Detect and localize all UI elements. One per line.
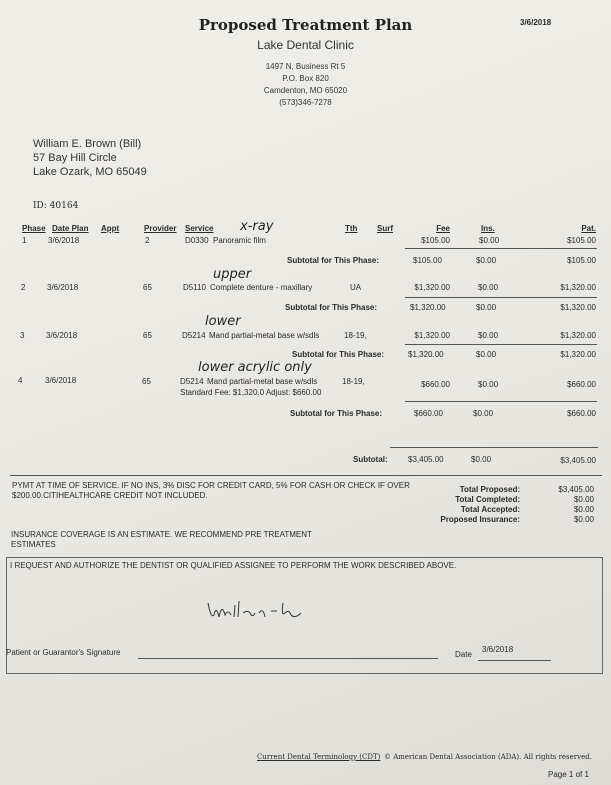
col-fee: Fee bbox=[436, 224, 450, 233]
subtotal-rule bbox=[405, 401, 597, 402]
ins-value: $0.00 bbox=[478, 380, 499, 389]
subtotal-ins: $0.00 bbox=[476, 256, 497, 265]
col-appt: Appt bbox=[101, 224, 120, 233]
subtotal-fee: $105.00 bbox=[413, 256, 442, 265]
service-description: Mand partial-metal base w/sdls bbox=[207, 377, 318, 386]
patient-signature bbox=[205, 595, 305, 625]
fee-value: $1,320.00 bbox=[414, 283, 450, 292]
phase-number: 1 bbox=[22, 236, 27, 245]
subtotal-phase-label: Subtotal for This Phase: bbox=[285, 303, 378, 312]
phase-provider: 65 bbox=[143, 283, 152, 292]
handwritten-note: lower acrylic only bbox=[198, 360, 312, 375]
col-surf: Surf bbox=[377, 224, 393, 233]
subtotal-phase-label: Subtotal for This Phase: bbox=[292, 350, 385, 359]
insurance-note-line: ESTIMATES bbox=[11, 540, 56, 549]
subtotal-fee: $1,320.00 bbox=[410, 303, 446, 312]
date-line bbox=[478, 660, 551, 661]
subtotal-ins: $0.00 bbox=[476, 350, 497, 359]
phase-date: 3/6/2018 bbox=[48, 236, 80, 245]
col-tth: Tth bbox=[345, 224, 358, 233]
section-divider bbox=[10, 475, 602, 476]
subtotal-phase-label: Subtotal for This Phase: bbox=[290, 409, 383, 418]
total-value: $0.00 bbox=[573, 495, 594, 504]
service-code: D5110 bbox=[183, 283, 206, 292]
fee-value: $660.00 bbox=[421, 380, 450, 389]
tooth-value: 18-19, bbox=[342, 377, 365, 386]
pat-value: $1,320.00 bbox=[560, 331, 596, 340]
col-pat: Pat. bbox=[581, 224, 596, 233]
patient-city: Lake Ozark, MO 65049 bbox=[33, 166, 147, 178]
total-label: Total Accepted: bbox=[460, 505, 520, 514]
service-code: D5214 bbox=[182, 331, 206, 340]
patient-id: ID: 40164 bbox=[33, 201, 79, 211]
pat-value: $105.00 bbox=[567, 236, 596, 245]
clinic-address-line: 1497 N, Business Rt 5 bbox=[265, 62, 346, 71]
phase-number: 3 bbox=[20, 331, 25, 340]
patient-name: William E. Brown (Bill) bbox=[33, 138, 142, 150]
grand-subtotal-pat: $3,405.00 bbox=[560, 456, 596, 465]
ins-value: $0.00 bbox=[478, 283, 499, 292]
subtotal-pat: $1,320.00 bbox=[560, 303, 596, 312]
signature-date-value: 3/6/2018 bbox=[482, 645, 514, 654]
grand-subtotal-label: Subtotal: bbox=[353, 455, 388, 464]
subtotal-fee: $1,320.00 bbox=[408, 350, 444, 359]
subtotal-rule bbox=[405, 297, 597, 298]
total-value: $3,405.00 bbox=[558, 485, 594, 494]
pat-value: $660.00 bbox=[567, 380, 596, 389]
phase-number: 2 bbox=[21, 283, 26, 292]
subtotal-fee: $660.00 bbox=[414, 409, 443, 418]
grand-subtotal-fee: $3,405.00 bbox=[408, 455, 444, 464]
fee-value: $1,320.00 bbox=[414, 331, 450, 340]
total-value: $0.00 bbox=[573, 515, 594, 524]
clinic-phone: (573)346-7278 bbox=[279, 98, 332, 107]
fee-adjustment-note: Standard Fee: $1,320.0 Adjust: $660.00 bbox=[180, 388, 322, 397]
clinic-name: Lake Dental Clinic bbox=[257, 38, 354, 52]
subtotal-ins: $0.00 bbox=[476, 303, 497, 312]
subtotal-pat: $1,320.00 bbox=[560, 350, 596, 359]
phase-date: 3/6/2018 bbox=[46, 331, 78, 340]
col-service: Service bbox=[185, 224, 214, 233]
col-date-plan: Date Plan bbox=[52, 224, 89, 233]
insurance-note-line: INSURANCE COVERAGE IS AN ESTIMATE. WE RECOMMEND PRE TREATMENT bbox=[11, 530, 312, 539]
subtotal-ins: $0.00 bbox=[473, 409, 494, 418]
subtotal-pat: $105.00 bbox=[567, 256, 596, 265]
ins-value: $0.00 bbox=[479, 236, 500, 245]
service-code: D0330 bbox=[185, 236, 209, 245]
clinic-address-line: Camdenton, MO 65020 bbox=[263, 86, 348, 95]
fee-value: $105.00 bbox=[421, 236, 450, 245]
signature-label: Patient or Guarantor's Signature bbox=[6, 648, 121, 657]
cdt-reference: Current Dental Terminology (CDT) bbox=[257, 753, 381, 761]
phase-provider: 65 bbox=[143, 331, 152, 340]
phase-date: 3/6/2018 bbox=[47, 283, 79, 292]
signature-line bbox=[138, 658, 438, 659]
col-provider: Provider bbox=[144, 224, 177, 233]
col-phase: Phase bbox=[22, 224, 46, 233]
phase-number: 4 bbox=[18, 376, 23, 385]
grand-subtotal-ins: $0.00 bbox=[471, 455, 492, 464]
total-label: Total Proposed: bbox=[459, 485, 520, 494]
page-number: Page 1 of 1 bbox=[548, 770, 589, 779]
payment-terms: PYMT AT TIME OF SERVICE. IF NO INS, 3% DISC FOR CREDIT CARD, 5% FOR CASH OR CHECK IF OVER $200.00.CITIHEALTHCARE CREDIT NOT INCLUDED. bbox=[12, 481, 410, 500]
service-description: Panoramic film bbox=[213, 236, 266, 245]
handwritten-note: x-ray bbox=[240, 219, 274, 234]
subtotal-phase-label: Subtotal for This Phase: bbox=[287, 256, 380, 265]
grand-subtotal-rule bbox=[390, 447, 598, 448]
subtotal-rule bbox=[405, 344, 597, 345]
document-title: Proposed Treatment Plan bbox=[198, 16, 413, 34]
phase-date: 3/6/2018 bbox=[45, 376, 77, 385]
subtotal-pat: $660.00 bbox=[567, 409, 596, 418]
col-ins: Ins. bbox=[481, 224, 495, 233]
pat-value: $1,320.00 bbox=[560, 283, 596, 292]
authorization-statement: I REQUEST AND AUTHORIZE THE DENTIST OR QUALIFIED ASSIGNEE TO PERFORM THE WORK DESCRIBED ABOVE. bbox=[10, 561, 457, 570]
ada-copyright: © American Dental Association (ADA). All rights reserved. bbox=[384, 753, 592, 761]
handwritten-note: upper bbox=[213, 267, 252, 282]
signature-date-label: Date bbox=[455, 650, 472, 659]
subtotal-rule bbox=[405, 248, 597, 249]
tooth-value: UA bbox=[350, 283, 362, 292]
clinic-address-line: P.O. Box 820 bbox=[282, 74, 329, 83]
patient-street: 57 Bay Hill Circle bbox=[33, 152, 117, 164]
document-date: 3/6/2018 bbox=[520, 18, 552, 27]
total-label: Total Completed: bbox=[455, 495, 520, 504]
total-value: $0.00 bbox=[573, 505, 594, 514]
tooth-value: 18-19, bbox=[344, 331, 367, 340]
handwritten-note: lower bbox=[205, 314, 241, 329]
phase-provider: 65 bbox=[142, 377, 151, 386]
total-label: Proposed Insurance: bbox=[440, 515, 520, 524]
service-description: Complete denture - maxillary bbox=[210, 283, 313, 292]
service-code: D5214 bbox=[180, 377, 204, 386]
service-description: Mand partial-metal base w/sdls bbox=[209, 331, 320, 340]
ins-value: $0.00 bbox=[478, 331, 499, 340]
phase-provider: 2 bbox=[145, 236, 150, 245]
